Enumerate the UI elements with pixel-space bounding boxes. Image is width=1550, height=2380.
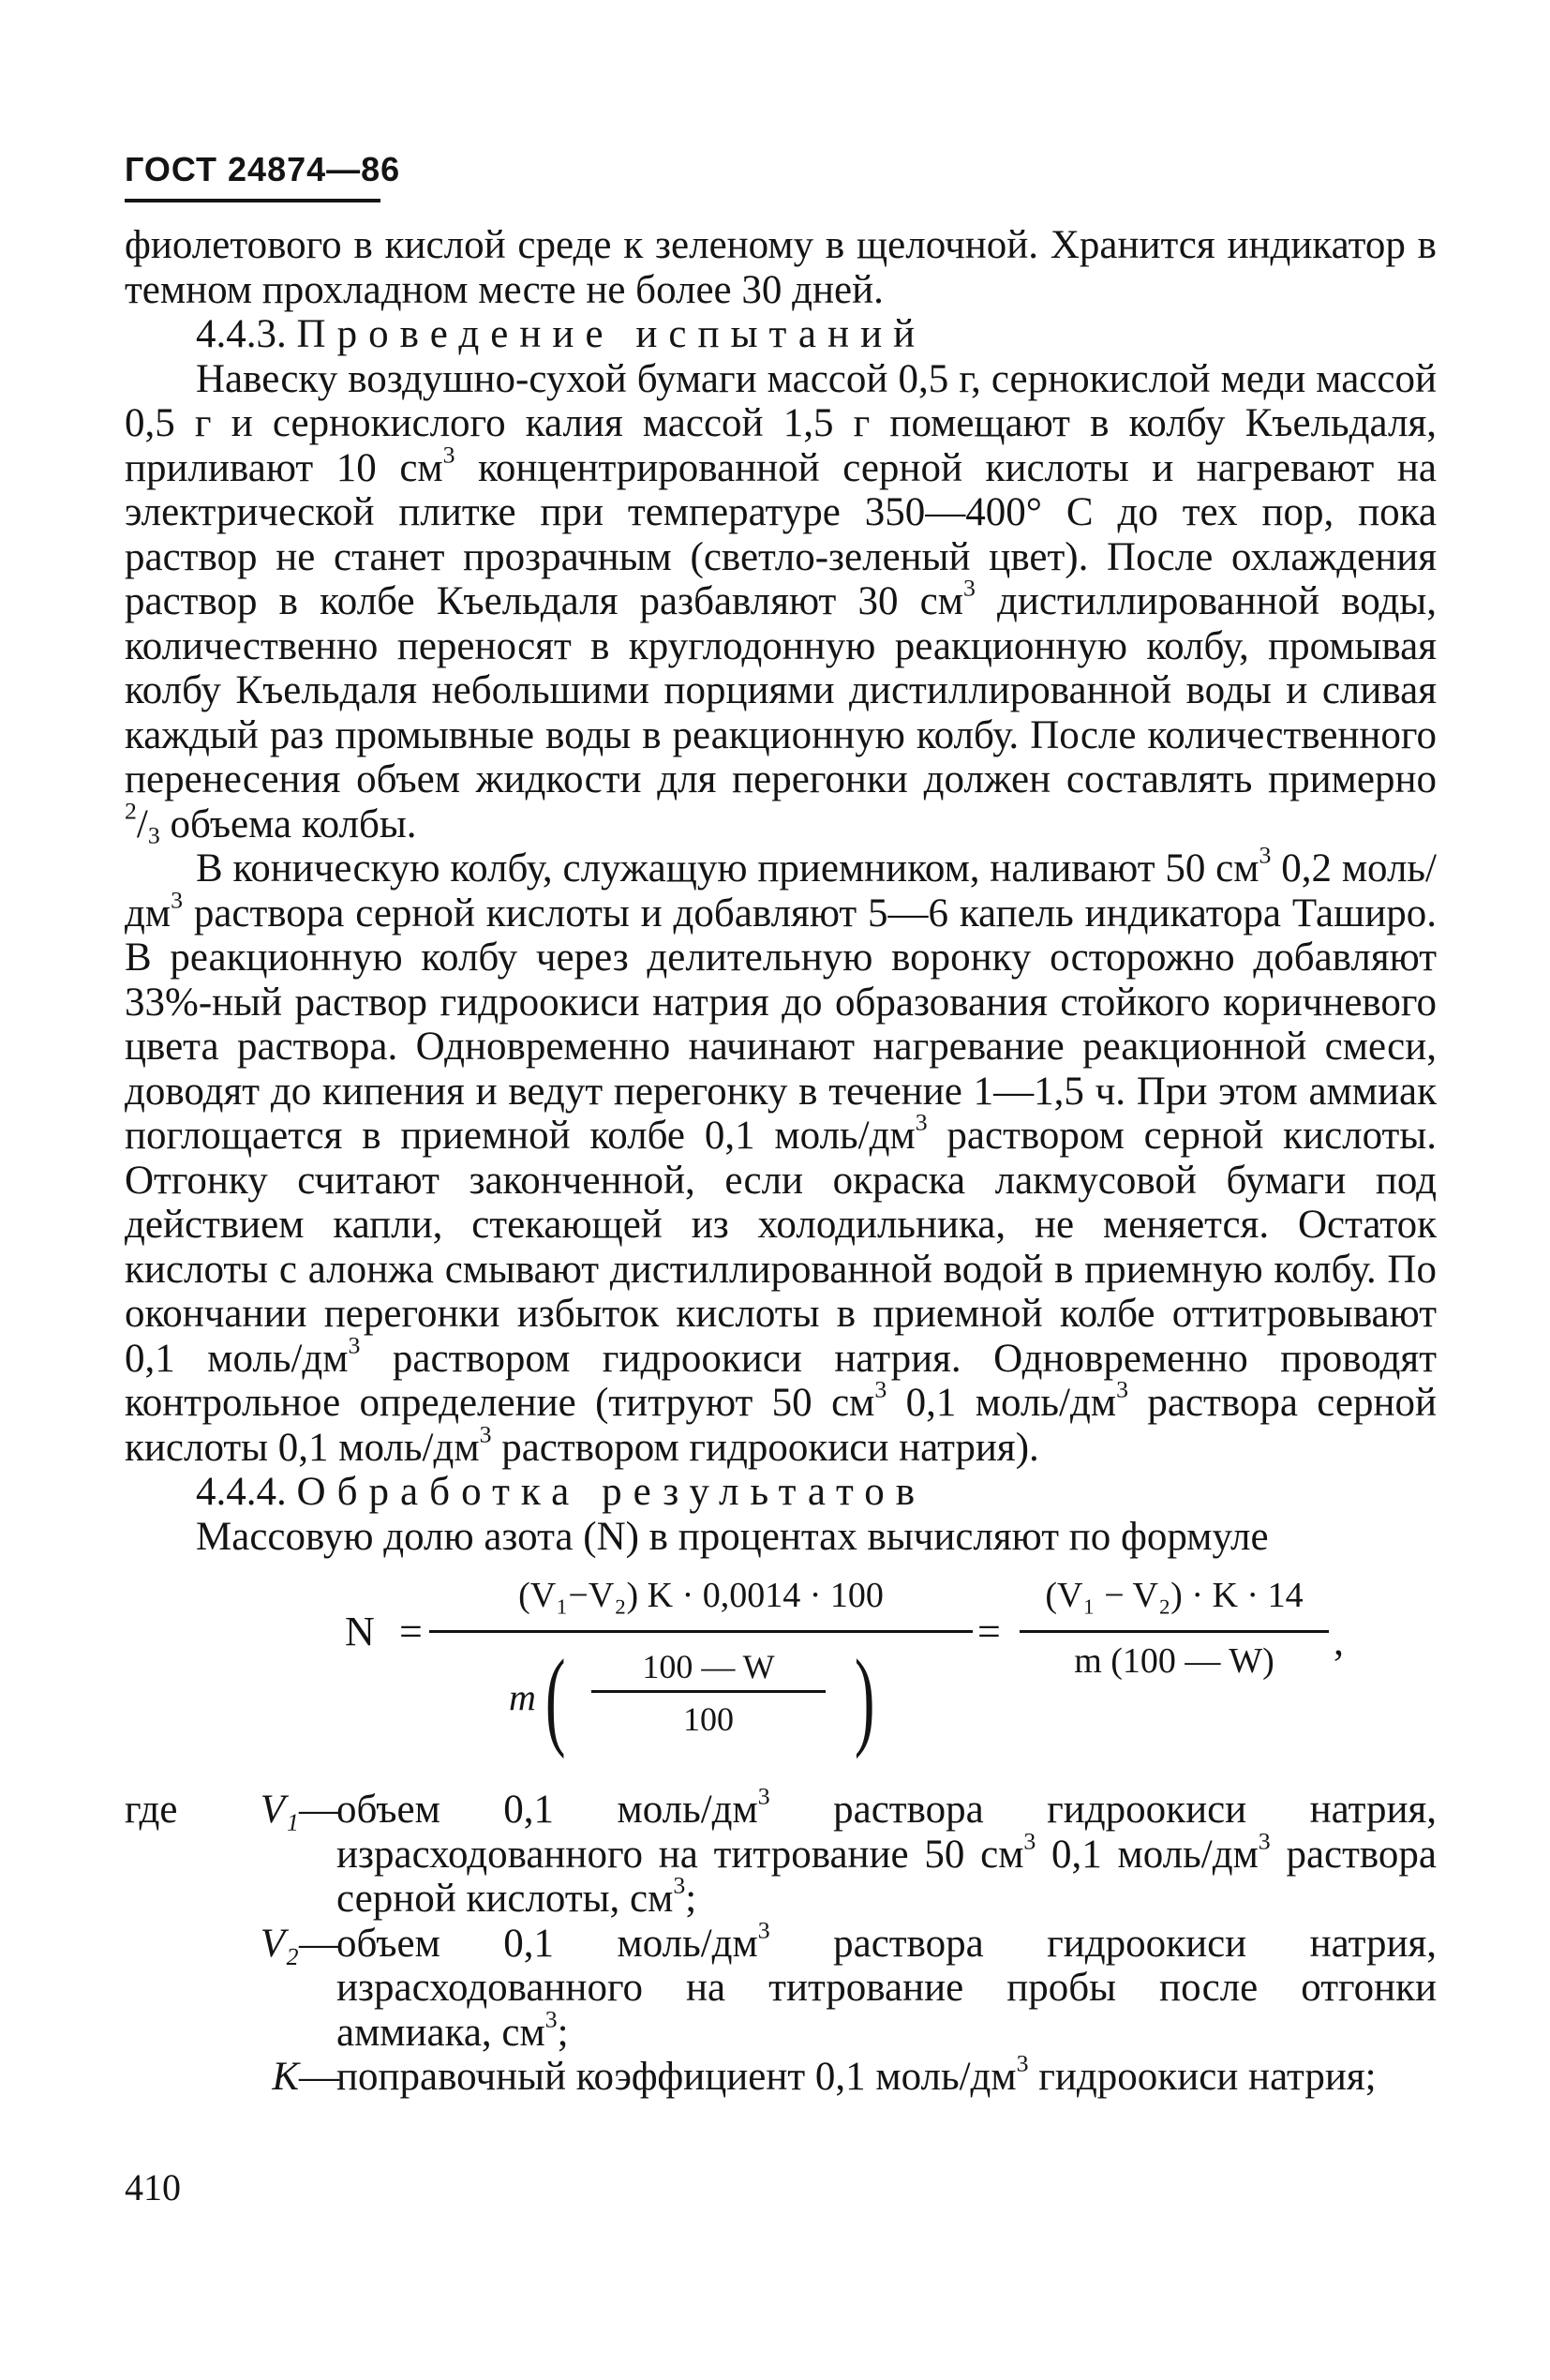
paragraph-text: дистиллированной воды, количественно переносят в круглодонную реакционную колбу, промывая колбу Къельдаля небольшими порциями дистиллированной воды и сливая каждый раз промывные воды в реакционную колбу. После количественного перенесения объем жидкости для перегонки должен составлять примерно — [125, 579, 1437, 801]
superscript: 3 — [757, 1916, 770, 1944]
definition-text-part: раствора гидроокиси натрия, израсходованного на титрование 50 см — [336, 1788, 1437, 1877]
superscript: 3 — [479, 1420, 492, 1448]
definition-text-part: гидроокиси натрия; — [1028, 2055, 1377, 2099]
paragraph-formula-intro — [125, 1515, 1437, 1560]
page-number: 410 — [125, 2166, 181, 2208]
definition-text-part: 0,1 моль/дм — [1036, 1832, 1259, 1877]
document-body — [125, 223, 1437, 2100]
symbol-definitions — [125, 1782, 1437, 2100]
fraction-denominator: 3 — [147, 820, 160, 848]
paragraph-text: раствора серной кислоты и добавляют 5—6 капель индикатора Таширо. В реакционную колбу через делительную воронку осторожно добавляют 33%-ный раствор гидроокиси натрия до образования стойкого коричневого цвета раствора. Одновременно начинают нагревание реакционной смеси, доводят до кипения и ведут перегонку в течение 1—1,5 ч. При этом аммиак поглощается в приемной колбе 0,1 моль/дм — [125, 891, 1437, 1158]
standard-header: ГОСТ 24874—86 — [125, 150, 401, 188]
paragraph-text: раствором гидроокиси натрия. Одновременно проводят контрольное определение (титруют 50 см — [125, 1336, 1438, 1425]
definition-k — [125, 2049, 1437, 2100]
definition-text-part: объем 0,1 моль/дм — [336, 1921, 758, 1966]
formula-mass-symbol: m — [509, 1676, 536, 1718]
definition-dash: — — [299, 1788, 339, 1832]
section-title: Проведение испытаний — [296, 312, 927, 356]
header-rule — [125, 199, 380, 202]
inner-fraction-bar — [591, 1690, 826, 1693]
paragraph-text: раствором серной кислоты. Отгонку считают законченной, если окраска лакмусовой бумаги под действием капли, стекающей из холодильника, не меняется. Остаток кислоты с алонжа смывают дистиллированной водой в приемную колбу. По окончании перегонки избыток кислоты в приемной колбе оттитровывают 0,1 моль/дм — [125, 1114, 1437, 1381]
paragraph-text: 0,2 моль/дм — [125, 846, 1437, 936]
formula-equals: = — [399, 1609, 423, 1654]
superscript: 3 — [1023, 1827, 1036, 1855]
definition-v1 — [125, 1782, 1437, 1922]
superscript: 3 — [1258, 1827, 1271, 1855]
paragraph-distillation — [125, 841, 1438, 1470]
definition-symbol: K — [272, 2055, 299, 2099]
formula-lhs: N — [345, 1609, 375, 1654]
paragraph-text: раствора серной кислоты 0,1 моль/дм — [125, 1381, 1438, 1470]
superscript: 3 — [1259, 841, 1272, 869]
definition-text-part: ; — [557, 2010, 569, 2055]
fraction-bar — [429, 1630, 973, 1633]
definition-text — [336, 1916, 1437, 2056]
superscript: 3 — [348, 1331, 361, 1359]
definition-dash: — — [299, 2055, 339, 2099]
section-number: 4.4.4. — [196, 1470, 287, 1514]
superscript: 3 — [757, 1782, 770, 1810]
paragraph-text: объема колбы. — [159, 801, 417, 846]
superscript: 3 — [915, 1108, 928, 1136]
paragraph-text: раствором гидроокиси натрия). — [491, 1425, 1039, 1470]
superscript: 3 — [171, 886, 183, 914]
paragraph-test-procedure: Навеску воздушно-сухой бумаги массой 0,5 г, сернокислой меди массой 0,5 г и сернокислого калия массой 1,5 г помещают в колбу Къельдаля, приливают 10 $см^3$ концентрированной серной кислоты и нагревают на электрической плитке при температуре 350—400° С до тех пор, пока раствор не станет прозрачным (светло-зеленый цвет). После охлаждения раствор в колбе Къельдаля разбавляют 30 $см^3$ дистиллированной воды, количественно переносят в круглодонную реакционную колбу, промывая колбу Къельдаля небольшими порциями дистиллированной воды и сливая каждый раз промывные воды в реакционную колбу. После количественного перенесения объем жидкости для перегонки должен составлять примерно $^2/_3$ объема колбы. — [125, 356, 1437, 848]
section-heading-4-4-3 — [125, 312, 1437, 357]
section-number: 4.4.3. — [196, 312, 287, 356]
formula-numerator-2: (V₁ − V₂) · K · 14 — [1045, 1576, 1304, 1615]
superscript: 3 — [962, 574, 976, 602]
right-paren: ) — [854, 1637, 875, 1759]
definition-symbol: V₁ — [260, 1788, 299, 1832]
definition-text-part: поправочный коэффициент 0,1 моль/дм — [336, 2055, 1017, 2099]
definition-dash: — — [299, 1921, 339, 1966]
definition-text-part: объем 0,1 моль/дм — [336, 1788, 758, 1832]
formula-comma: , — [1334, 1618, 1344, 1664]
paragraph-text: В коническую колбу, служащую приемником, наливают 50 см — [196, 846, 1259, 891]
superscript: 3 — [673, 1871, 686, 1899]
inner-numerator: 100 — W — [642, 1648, 775, 1685]
superscript: 3 — [874, 1375, 887, 1403]
paragraph-text: Навеску воздушно-сухой бумаги массой 0,5 г, сернокислой меди массой 0,5 г и сернокислого калия массой 1,5 г помещают в колбу Къельдаля, приливают 10 см — [125, 356, 1437, 490]
paragraph-text: 0,1 моль/дм — [887, 1381, 1117, 1425]
superscript: 3 — [1116, 1375, 1128, 1403]
formula-numerator-1: (V₁−V₂) K · 0,0014 · 100 — [518, 1576, 884, 1615]
left-paren: ( — [544, 1637, 566, 1759]
definition-symbol: V₂ — [260, 1921, 299, 1966]
paragraph-indicator-storage — [125, 223, 1437, 312]
where-label: где — [125, 1788, 178, 1832]
paragraph-text: концентрированной серной кислоты и нагревают на электрической плитке при температуре 350—400° С до тех пор, пока раствор не станет прозрачным (светло-зеленый цвет). После охлаждения раствор в колбе Къельдаля разбавляют 30 см — [125, 445, 1437, 623]
definition-text-part: раствора серной кислоты, см — [336, 1832, 1437, 1921]
section-title: Обработка результатов — [296, 1470, 927, 1514]
superscript: 3 — [442, 441, 455, 469]
paragraph-text: Массовую долю азота (N) в процентах вычисляют по формуле — [196, 1514, 1269, 1559]
definition-text — [336, 1782, 1437, 1922]
fraction-numerator: 2 — [125, 797, 137, 825]
formula-denominator-2: m (100 — W) — [1074, 1641, 1274, 1681]
superscript: 3 — [544, 2005, 558, 2033]
definition-v2 — [125, 1916, 1437, 2056]
definition-text-part: раствора гидроокиси натрия, израсходованного на титрование пробы после отгонки аммиака, см — [336, 1921, 1437, 2055]
formula-equals: = — [977, 1609, 1001, 1654]
definition-text-part: ; — [685, 1877, 697, 1921]
definition-text — [336, 2049, 1437, 2100]
formula-denominator-1 — [509, 1638, 902, 1759]
paragraph-text: фиолетового в кислой среде к зеленому в щелочной. Хранится индикатор в темном прохладном месте не более 30 дней. — [125, 223, 1437, 312]
superscript: 3 — [1016, 2049, 1029, 2077]
inner-denominator: 100 — [683, 1700, 734, 1738]
section-heading-4-4-4 — [125, 1470, 1437, 1515]
nitrogen-formula — [125, 1570, 1437, 1767]
fraction-bar — [1020, 1630, 1329, 1633]
